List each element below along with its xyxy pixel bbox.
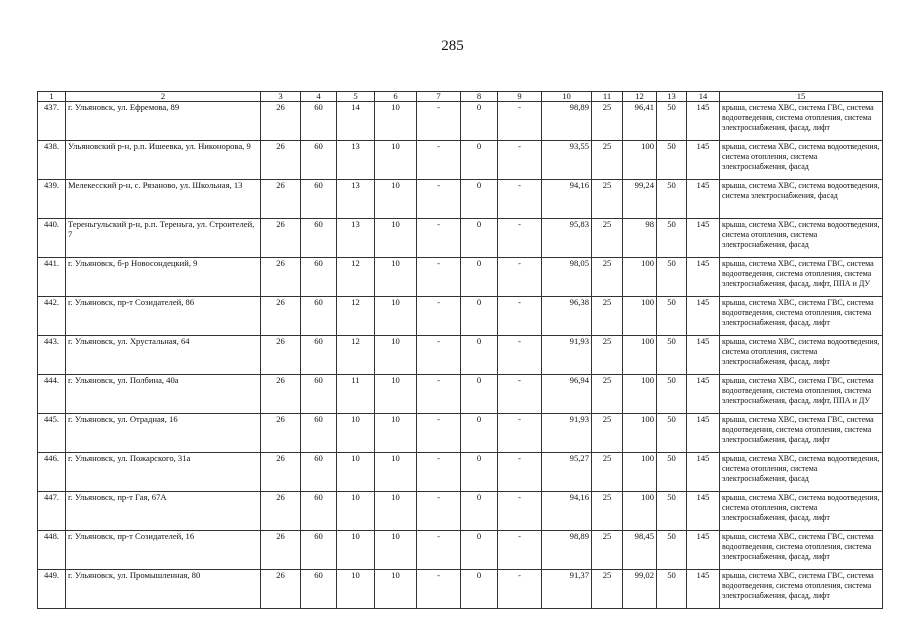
value-cell: 25: [592, 258, 623, 297]
value-cell: 0: [461, 531, 498, 570]
value-cell: 60: [301, 180, 337, 219]
value-cell: 100: [623, 453, 657, 492]
value-cell: 91,37: [542, 570, 592, 609]
value-cell: 100: [623, 414, 657, 453]
value-cell: 10: [375, 180, 417, 219]
value-cell: 26: [261, 336, 301, 375]
value-cell: -: [417, 141, 461, 180]
works-cell: крыша, система ХВС, система ГВС, система водоотведения, система отопления, система электроснабжения, фасад, лифт: [720, 297, 883, 336]
value-cell: 10: [337, 414, 375, 453]
table-row: [38, 531, 883, 570]
value-cell: 95,83: [542, 219, 592, 258]
table-row: [38, 180, 883, 219]
value-cell: 94,16: [542, 492, 592, 531]
value-cell: 11: [337, 375, 375, 414]
value-cell: 91,93: [542, 336, 592, 375]
value-cell: 26: [261, 180, 301, 219]
value-cell: 25: [592, 297, 623, 336]
value-cell: 50: [657, 102, 687, 141]
value-cell: 26: [261, 219, 301, 258]
value-cell: 145: [687, 102, 720, 141]
table-row: [38, 375, 883, 414]
value-cell: -: [498, 336, 542, 375]
works-cell: крыша, система ХВС, система ГВС, система водоотведения, система отопления, система электроснабжения, фасад, лифт: [720, 531, 883, 570]
table-body: [38, 102, 883, 609]
value-cell: 25: [592, 492, 623, 531]
value-cell: 25: [592, 180, 623, 219]
column-header: 13: [657, 92, 687, 102]
value-cell: 0: [461, 414, 498, 453]
value-cell: 60: [301, 258, 337, 297]
value-cell: 50: [657, 258, 687, 297]
row-number: 438.: [38, 141, 66, 180]
value-cell: -: [417, 336, 461, 375]
value-cell: -: [498, 453, 542, 492]
value-cell: 94,16: [542, 180, 592, 219]
value-cell: 98,89: [542, 102, 592, 141]
value-cell: 12: [337, 336, 375, 375]
value-cell: 26: [261, 492, 301, 531]
value-cell: 25: [592, 102, 623, 141]
value-cell: -: [417, 492, 461, 531]
value-cell: 0: [461, 219, 498, 258]
value-cell: 50: [657, 219, 687, 258]
value-cell: 0: [461, 453, 498, 492]
value-cell: -: [498, 414, 542, 453]
works-cell: крыша, система ХВС, система водоотведения, система отопления, система электроснабжения, фасад: [720, 219, 883, 258]
row-number: 446.: [38, 453, 66, 492]
value-cell: 10: [375, 219, 417, 258]
value-cell: 10: [337, 531, 375, 570]
value-cell: 26: [261, 258, 301, 297]
works-cell: крыша, система ХВС, система водоотведения, система электроснабжения, фасад: [720, 180, 883, 219]
value-cell: -: [417, 219, 461, 258]
value-cell: -: [417, 297, 461, 336]
page-number: 285: [441, 38, 464, 54]
value-cell: 50: [657, 570, 687, 609]
value-cell: 13: [337, 180, 375, 219]
value-cell: 60: [301, 102, 337, 141]
value-cell: 10: [337, 492, 375, 531]
value-cell: -: [498, 570, 542, 609]
value-cell: -: [498, 258, 542, 297]
value-cell: -: [417, 531, 461, 570]
row-number: 447.: [38, 492, 66, 531]
value-cell: 100: [623, 336, 657, 375]
table-row: [38, 258, 883, 297]
works-cell: крыша, система ХВС, система ГВС, система водоотведения, система отопления, система электроснабжения, фасад, лифт, ППА и ДУ: [720, 375, 883, 414]
column-header: 9: [498, 92, 542, 102]
address-cell: г. Ульяновск, ул. Отрадная, 16: [66, 414, 261, 453]
column-header: 10: [542, 92, 592, 102]
value-cell: 0: [461, 492, 498, 531]
value-cell: 26: [261, 141, 301, 180]
value-cell: 145: [687, 297, 720, 336]
value-cell: -: [498, 141, 542, 180]
table-row: [38, 141, 883, 180]
value-cell: 10: [375, 102, 417, 141]
value-cell: 25: [592, 453, 623, 492]
value-cell: -: [498, 219, 542, 258]
value-cell: 50: [657, 336, 687, 375]
value-cell: 60: [301, 297, 337, 336]
column-header: 2: [66, 92, 261, 102]
value-cell: 0: [461, 375, 498, 414]
address-cell: г. Ульяновск, б-р Новосондецкий, 9: [66, 258, 261, 297]
value-cell: 95,27: [542, 453, 592, 492]
value-cell: 25: [592, 570, 623, 609]
value-cell: 10: [337, 570, 375, 609]
value-cell: 50: [657, 414, 687, 453]
address-cell: г. Ульяновск, ул. Хрустальная, 64: [66, 336, 261, 375]
works-cell: крыша, система ХВС, система водоотведения, система отопления, система электроснабжения, фасад, лифт: [720, 492, 883, 531]
value-cell: 145: [687, 375, 720, 414]
value-cell: 25: [592, 375, 623, 414]
column-header: 12: [623, 92, 657, 102]
value-cell: 26: [261, 414, 301, 453]
row-number: 442.: [38, 297, 66, 336]
value-cell: 100: [623, 375, 657, 414]
row-number: 441.: [38, 258, 66, 297]
table-row: [38, 219, 883, 258]
value-cell: 26: [261, 453, 301, 492]
value-cell: -: [417, 180, 461, 219]
value-cell: 25: [592, 414, 623, 453]
value-cell: 26: [261, 531, 301, 570]
value-cell: -: [498, 531, 542, 570]
value-cell: 99,24: [623, 180, 657, 219]
works-cell: крыша, система ХВС, система ГВС, система водоотведения, система отопления, система электроснабжения, фасад, лифт: [720, 570, 883, 609]
row-number: 448.: [38, 531, 66, 570]
value-cell: -: [417, 570, 461, 609]
row-number: 437.: [38, 102, 66, 141]
column-header: 7: [417, 92, 461, 102]
table-row: [38, 453, 883, 492]
value-cell: 0: [461, 336, 498, 375]
value-cell: 10: [337, 453, 375, 492]
value-cell: 145: [687, 570, 720, 609]
value-cell: 98,05: [542, 258, 592, 297]
value-cell: 96,38: [542, 297, 592, 336]
address-cell: Мелекесский р-н, с. Рязаново, ул. Школьная, 13: [66, 180, 261, 219]
address-cell: г. Ульяновск, ул. Промышленная, 80: [66, 570, 261, 609]
value-cell: 98,45: [623, 531, 657, 570]
column-header: 11: [592, 92, 623, 102]
value-cell: 60: [301, 570, 337, 609]
address-cell: г. Ульяновск, пр-т Созидателей, 16: [66, 531, 261, 570]
works-cell: крыша, система ХВС, система водоотведения, система отопления, система электроснабжения, фасад: [720, 453, 883, 492]
address-cell: Ульяновский р-н, р.п. Ишеевка, ул. Никонорова, 9: [66, 141, 261, 180]
value-cell: 60: [301, 219, 337, 258]
column-header: 3: [261, 92, 301, 102]
value-cell: 26: [261, 375, 301, 414]
value-cell: 98,89: [542, 531, 592, 570]
value-cell: 26: [261, 297, 301, 336]
column-header: 5: [337, 92, 375, 102]
value-cell: 60: [301, 453, 337, 492]
column-header: 1: [38, 92, 66, 102]
value-cell: -: [498, 102, 542, 141]
value-cell: 145: [687, 414, 720, 453]
value-cell: 10: [375, 375, 417, 414]
value-cell: 60: [301, 414, 337, 453]
address-cell: Тереньгульский р-н, р.п. Тереньга, ул. Строителей, 7: [66, 219, 261, 258]
address-cell: г. Ульяновск, пр-т Гая, 67А: [66, 492, 261, 531]
value-cell: 145: [687, 141, 720, 180]
value-cell: 10: [375, 336, 417, 375]
value-cell: 0: [461, 102, 498, 141]
column-header: 14: [687, 92, 720, 102]
value-cell: 100: [623, 258, 657, 297]
column-number-row: [38, 92, 883, 102]
value-cell: -: [498, 492, 542, 531]
column-header: 8: [461, 92, 498, 102]
row-number: 444.: [38, 375, 66, 414]
value-cell: 100: [623, 141, 657, 180]
value-cell: 13: [337, 219, 375, 258]
table-row: [38, 336, 883, 375]
works-cell: крыша, система ХВС, система ГВС, система водоотведения, система отопления, система электроснабжения, фасад, лифт, ППА и ДУ: [720, 258, 883, 297]
value-cell: 10: [375, 258, 417, 297]
value-cell: 10: [375, 297, 417, 336]
value-cell: 145: [687, 258, 720, 297]
works-cell: крыша, система ХВС, система ГВС, система водоотведения, система отопления, система электроснабжения, фасад, лифт: [720, 414, 883, 453]
table-row: [38, 570, 883, 609]
works-cell: крыша, система ХВС, система ГВС, система водоотведения, система отопления, система электроснабжения, фасад, лифт: [720, 102, 883, 141]
value-cell: 10: [375, 531, 417, 570]
value-cell: 50: [657, 180, 687, 219]
value-cell: 50: [657, 531, 687, 570]
value-cell: 10: [375, 570, 417, 609]
value-cell: -: [417, 453, 461, 492]
row-number: 443.: [38, 336, 66, 375]
row-number: 449.: [38, 570, 66, 609]
value-cell: 99,02: [623, 570, 657, 609]
value-cell: 0: [461, 180, 498, 219]
value-cell: 25: [592, 219, 623, 258]
row-number: 439.: [38, 180, 66, 219]
value-cell: 25: [592, 141, 623, 180]
value-cell: 145: [687, 492, 720, 531]
value-cell: -: [417, 375, 461, 414]
value-cell: 10: [375, 492, 417, 531]
value-cell: 50: [657, 453, 687, 492]
value-cell: 0: [461, 141, 498, 180]
value-cell: 26: [261, 570, 301, 609]
value-cell: 10: [375, 414, 417, 453]
table-row: [38, 102, 883, 141]
row-number: 440.: [38, 219, 66, 258]
table-row: [38, 492, 883, 531]
address-cell: г. Ульяновск, ул. Пожарского, 31а: [66, 453, 261, 492]
column-header: 6: [375, 92, 417, 102]
works-cell: крыша, система ХВС, система водоотведения, система отопления, система электроснабжения, фасад: [720, 141, 883, 180]
value-cell: 60: [301, 531, 337, 570]
value-cell: 26: [261, 102, 301, 141]
value-cell: 96,41: [623, 102, 657, 141]
value-cell: 60: [301, 492, 337, 531]
works-cell: крыша, система ХВС, система водоотведения, система отопления, система электроснабжения, фасад, лифт: [720, 336, 883, 375]
address-cell: г. Ульяновск, пр-т Созидателей, 86: [66, 297, 261, 336]
value-cell: 12: [337, 297, 375, 336]
value-cell: -: [417, 258, 461, 297]
value-cell: 0: [461, 297, 498, 336]
table-row: [38, 297, 883, 336]
value-cell: 145: [687, 453, 720, 492]
value-cell: 25: [592, 336, 623, 375]
value-cell: -: [498, 297, 542, 336]
column-header: 15: [720, 92, 883, 102]
value-cell: 14: [337, 102, 375, 141]
value-cell: 60: [301, 141, 337, 180]
value-cell: 12: [337, 258, 375, 297]
value-cell: -: [498, 375, 542, 414]
column-header: 4: [301, 92, 337, 102]
value-cell: 0: [461, 258, 498, 297]
value-cell: 100: [623, 492, 657, 531]
value-cell: 10: [375, 141, 417, 180]
houses-table: [37, 91, 883, 609]
value-cell: 50: [657, 297, 687, 336]
address-cell: г. Ульяновск, ул. Полбина, 40а: [66, 375, 261, 414]
value-cell: -: [417, 414, 461, 453]
value-cell: 60: [301, 375, 337, 414]
value-cell: -: [417, 102, 461, 141]
value-cell: 98: [623, 219, 657, 258]
row-number: 445.: [38, 414, 66, 453]
table-row: [38, 414, 883, 453]
value-cell: 96,94: [542, 375, 592, 414]
value-cell: 145: [687, 336, 720, 375]
value-cell: 25: [592, 531, 623, 570]
value-cell: -: [498, 180, 542, 219]
value-cell: 50: [657, 141, 687, 180]
value-cell: 93,55: [542, 141, 592, 180]
value-cell: 145: [687, 180, 720, 219]
value-cell: 145: [687, 531, 720, 570]
address-cell: г. Ульяновск, ул. Ефремова, 89: [66, 102, 261, 141]
value-cell: 13: [337, 141, 375, 180]
value-cell: 10: [375, 453, 417, 492]
value-cell: 100: [623, 297, 657, 336]
value-cell: 50: [657, 492, 687, 531]
value-cell: 0: [461, 570, 498, 609]
value-cell: 145: [687, 219, 720, 258]
value-cell: 50: [657, 375, 687, 414]
value-cell: 91,93: [542, 414, 592, 453]
value-cell: 60: [301, 336, 337, 375]
